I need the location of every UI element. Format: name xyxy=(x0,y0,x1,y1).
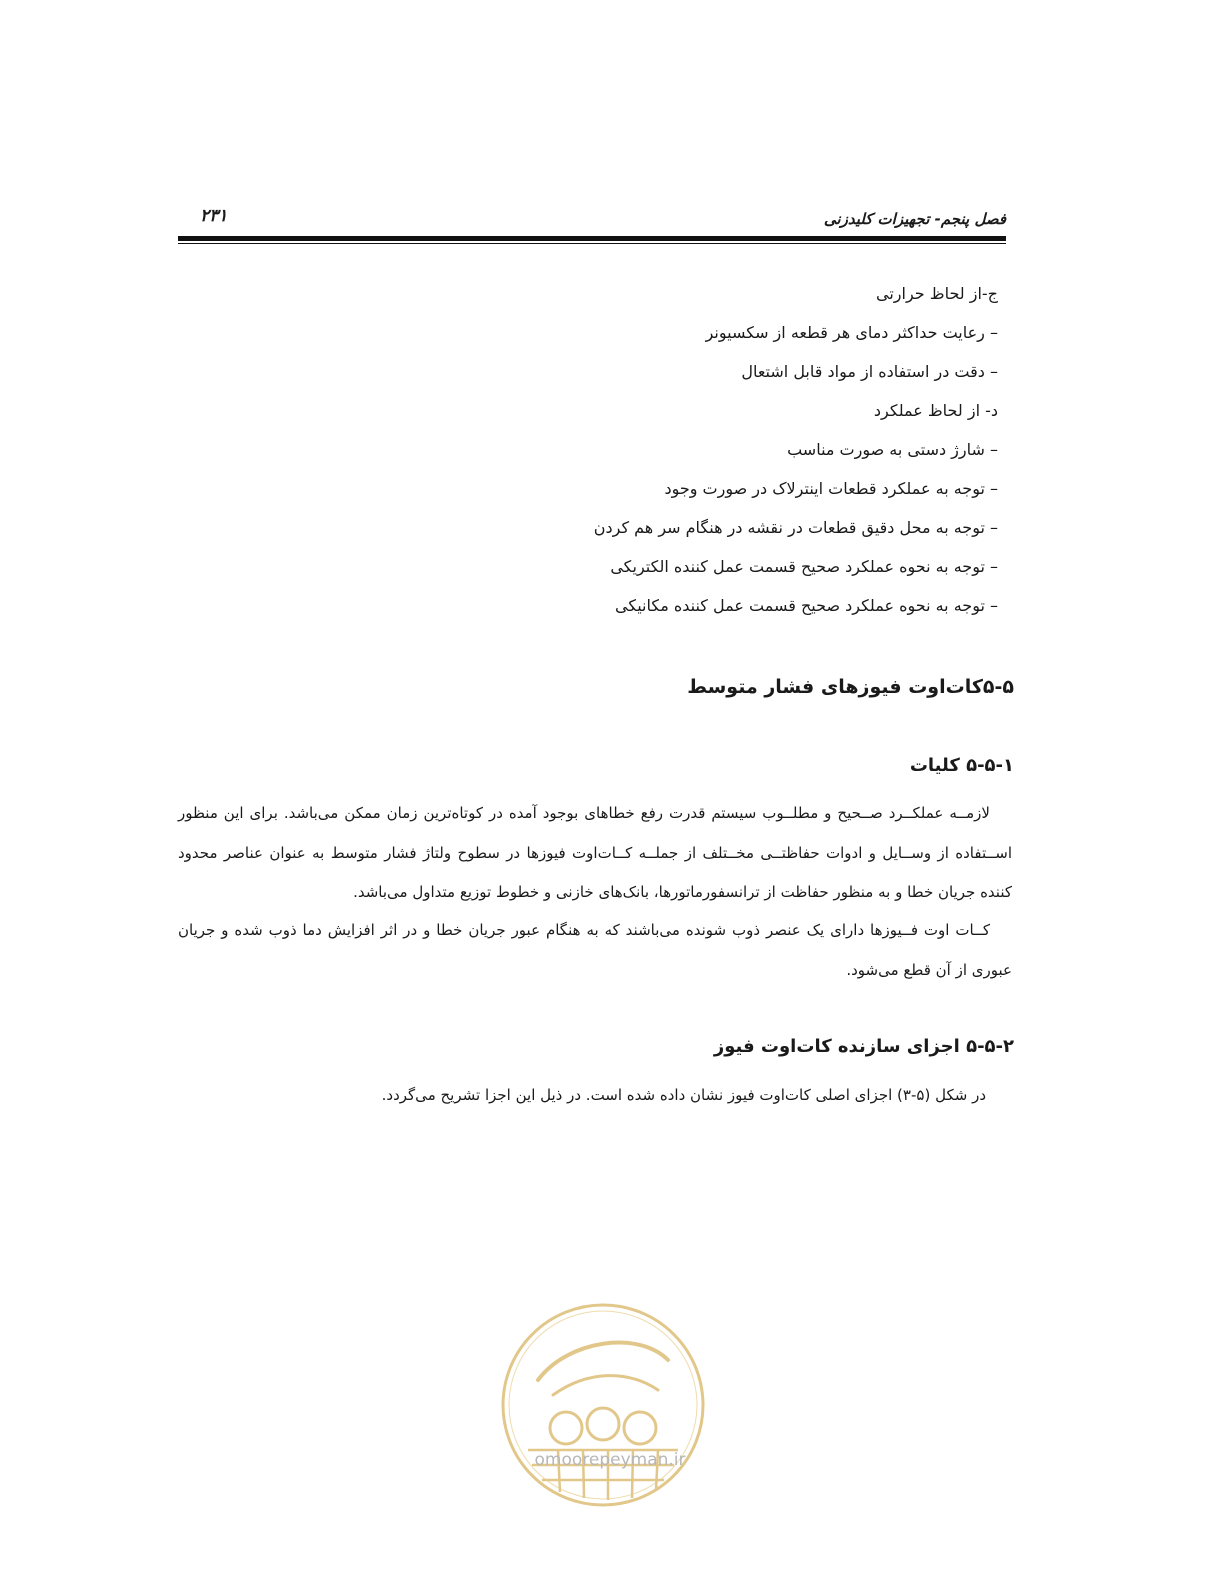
subsection-heading-components: ۵-۵-۲ اجزای سازنده کات‌اوت فیوز xyxy=(713,1036,1014,1057)
list-item: – رعایت حداکثر دمای هر قطعه از سکسیونر xyxy=(705,323,998,342)
checklist xyxy=(398,274,998,625)
list-item: ج-از لحاظ حرارتی xyxy=(876,284,998,303)
section-heading: ۵-۵کات‌اوت فیوزهای فشار متوسط xyxy=(687,676,1014,698)
page-number: ۲۳۱ xyxy=(200,206,228,226)
list-item: – توجه به نحوه عملکرد صحیح قسمت عمل کننده مکانیکی xyxy=(615,596,998,615)
chapter-title: فصل پنجم- تجهیزات کلیدزنی xyxy=(823,210,1006,228)
header-rule xyxy=(178,236,1006,241)
list-item: – توجه به نحوه عملکرد صحیح قسمت عمل کننده الکتریکی xyxy=(610,557,998,576)
header-rule-thin xyxy=(178,243,1006,244)
paragraph-general-2: کــات اوت فــیوزها دارای یک عنصر ذوب شونده می‌باشند که به هنگام عبور جریان خطا و در اثر افزایش دما ذوب شده و جریان عبوری از آن قطع می‌شود. xyxy=(178,921,1012,979)
list-item: د- از لحاظ عملکرد xyxy=(873,401,998,420)
list-item: – توجه به محل دقیق قطعات در نقشه در هنگام سر هم کردن xyxy=(593,518,998,537)
watermark-logo xyxy=(498,1300,708,1510)
paragraph-components: در شکل (۵-۳) اجزای اصلی کات‌اوت فیوز نشان داده شده است. در ذیل این اجزا تشریح می‌گردد. xyxy=(381,1086,986,1104)
list-item: – شارژ دستی به صورت مناسب xyxy=(787,440,998,459)
paragraph-general-1: لازمــه عملکــرد صــحیح و مطلــوب سیستم قدرت رفع خطاهای بوجود آمده در کوتاه‌ترین زمان ممکن می‌باشد. برای این منظور اســتفاده از وســایل و ادوات حفاظتــی مخــتلف از جملــه کــات‌اوت فیوزها در سطوح ولتاژ فشار متوسط به عنوان عناصر محدود کننده جریان خطا و به منظور حفاظت از ترانسفورماتورها، بانک‌های خازنی و خطوط توزیع متداول می‌باشد. xyxy=(178,804,1012,901)
page-header xyxy=(178,200,1006,248)
watermark-url: omoorepeyman.ir xyxy=(534,1450,686,1470)
list-item: – توجه به عملکرد قطعات اینترلاک در صورت وجود xyxy=(664,479,998,498)
subsection-heading-general: ۵-۵-۱ کلیات xyxy=(909,755,1014,776)
list-item: – دقت در استفاده از مواد قابل اشتعال xyxy=(741,362,998,381)
